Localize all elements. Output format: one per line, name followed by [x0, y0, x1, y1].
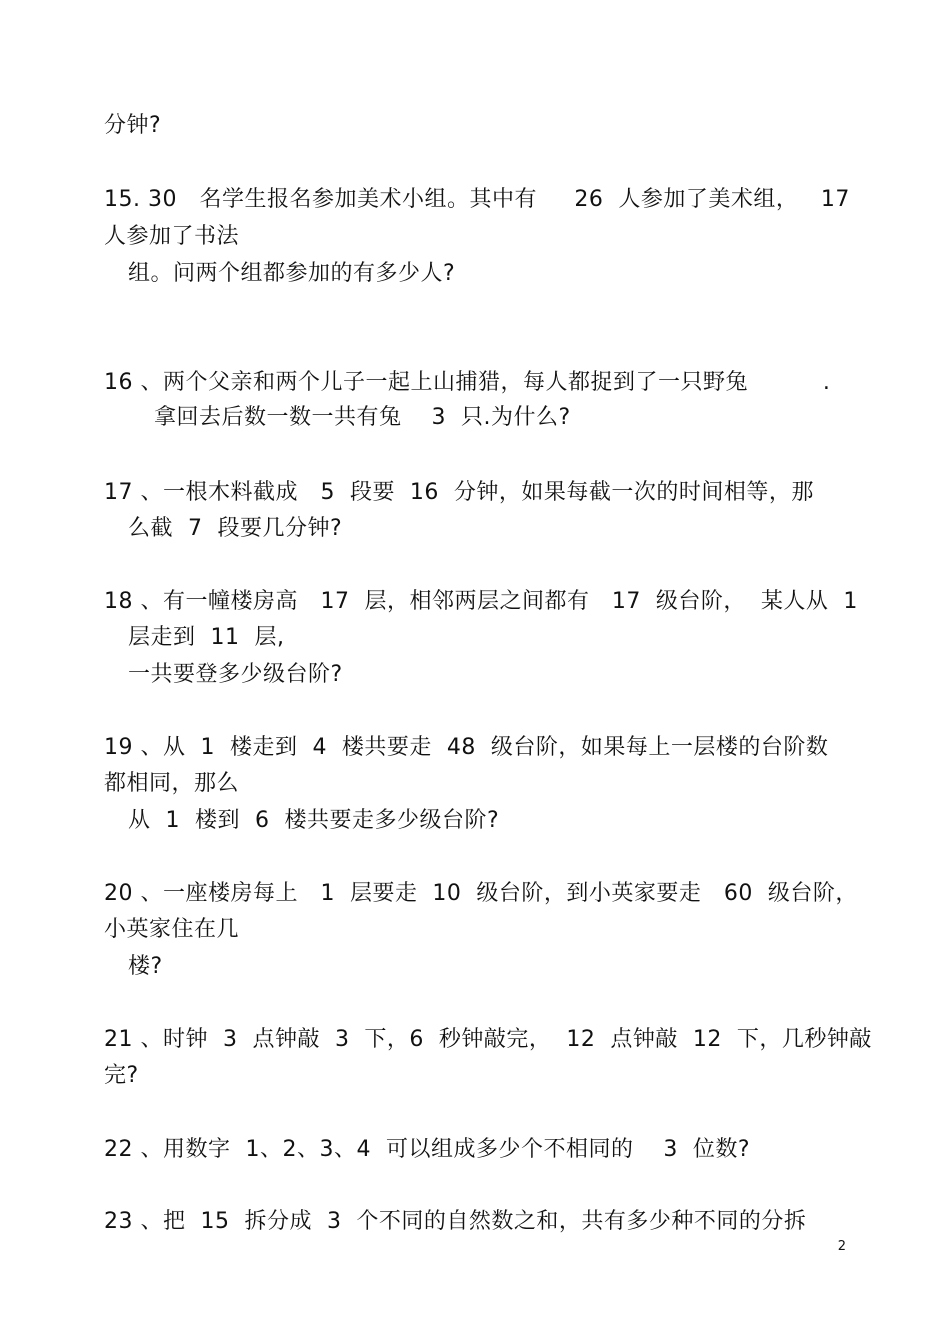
question-18-line-1: 18 、有一幢楼房高 17 层，相邻两层之间都有 17 级台阶， 某人从 1	[104, 589, 858, 614]
question-16-line-1: 16 、两个父亲和两个儿子一起上山捕猎，每人都捉到了一只野兔 .	[104, 370, 831, 395]
question-18-line-2: 层走到 11 层,	[128, 625, 285, 650]
text-line-14-tail: 分钟?	[104, 113, 162, 138]
question-20-line-1: 20 、一座楼房每上 1 层要走 10 级台阶，到小英家要走 60 级台阶，	[104, 881, 858, 906]
question-17-line-2: 么截 7 段要几分钟?	[128, 516, 343, 541]
question-15-line-3: 组。问两个组都参加的有多少人?	[128, 261, 456, 286]
question-23-line-1: 23 、把 15 拆分成 3 个不同的自然数之和，共有多少种不同的分拆	[104, 1209, 807, 1234]
question-19-line-2: 都相同，那么	[104, 771, 240, 796]
question-21-line-2: 完?	[104, 1063, 139, 1088]
question-21-line-1: 21 、时钟 3 点钟敲 3 下，6 秒钟敲完， 12 点钟敲 12 下，几秒钟敲	[104, 1027, 872, 1052]
question-19-line-1: 19 、从 1 楼走到 4 楼共要走 48 级台阶，如果每上一层楼的台阶数	[104, 735, 829, 760]
question-20-line-2: 小英家住在几	[104, 917, 240, 942]
question-15-line-2: 人参加了书法	[104, 224, 240, 249]
question-16-line-2: 拿回去后数一数一共有兔 3 只.为什么?	[154, 405, 571, 430]
question-20-line-3: 楼?	[128, 954, 163, 979]
question-19-line-3: 从 1 楼到 6 楼共要走多少级台阶?	[128, 808, 500, 833]
page-number: 2	[837, 1239, 846, 1254]
question-22-line-1: 22 、用数字 1、2、3、4 可以组成多少个不相同的 3 位数?	[104, 1137, 751, 1162]
question-15-line-1: 15. 30 名学生报名参加美术小组。其中有 26 人参加了美术组， 17	[104, 187, 850, 212]
question-18-line-3: 一共要登多少级台阶?	[128, 662, 343, 687]
question-17-line-1: 17 、一根木料截成 5 段要 16 分钟，如果每截一次的时间相等，那	[104, 480, 814, 505]
